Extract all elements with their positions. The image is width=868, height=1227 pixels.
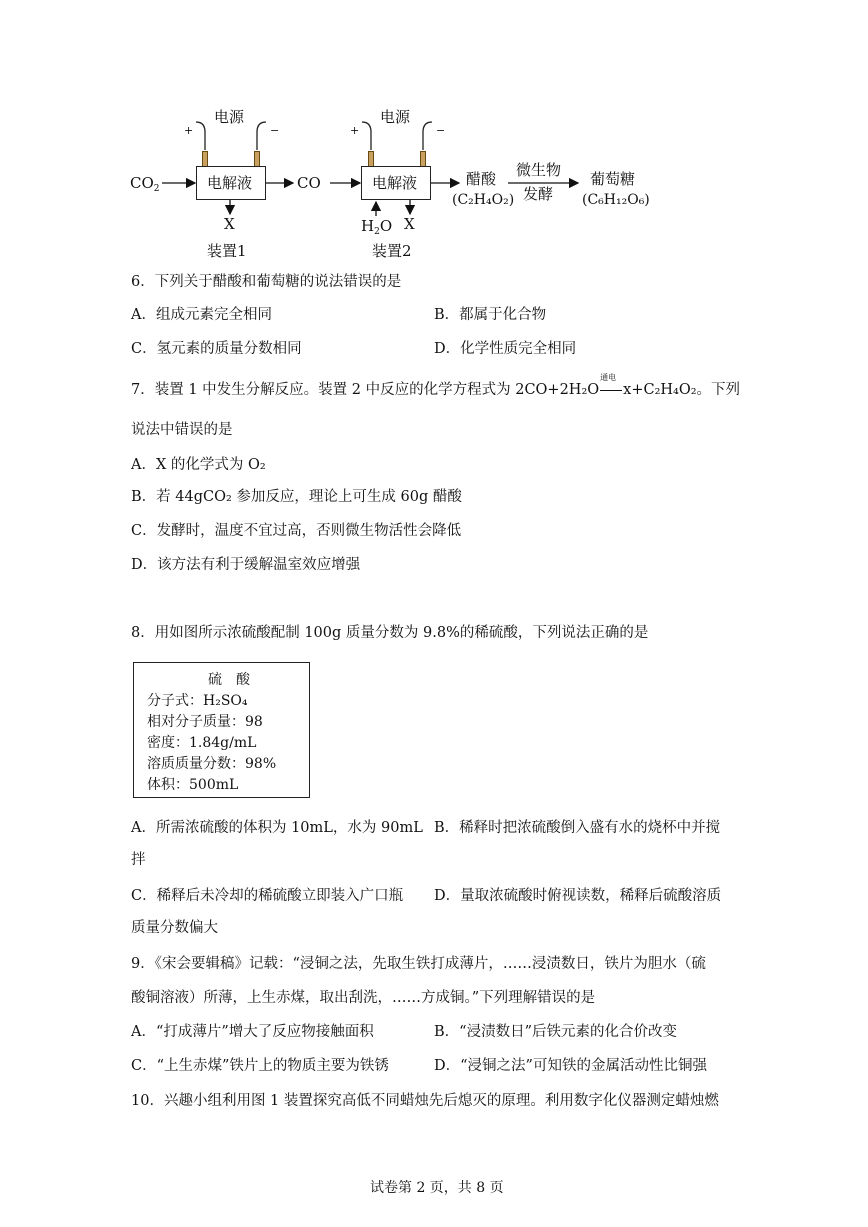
cell-label-2: 电解液 bbox=[372, 174, 418, 192]
co2-label: $CO_2$ bbox=[130, 174, 160, 194]
q10-stem-line1: 10．兴趣小组利用图 1 装置探究高低不同蜡烛先后熄灭的原理。利用数字化仪器测定蜡烛燃 bbox=[131, 1093, 719, 1109]
q9-option-c: C．“上生赤煤”铁片上的物质主要为铁锈 bbox=[131, 1058, 389, 1074]
diagram-lines bbox=[0, 0, 868, 270]
q6-option-c: C．氢元素的质量分数相同 bbox=[131, 341, 302, 357]
q7-option-c: C．发酵时，温度不宜过高，否则微生物活性会降低 bbox=[131, 523, 462, 539]
label-title: 硫 酸 bbox=[208, 672, 250, 688]
electrolysis-cell-1 bbox=[196, 166, 266, 200]
power-label-2: 电源 bbox=[380, 108, 411, 126]
label-volume: 体积：500mL bbox=[147, 777, 239, 793]
microbe-label: 微生物 bbox=[516, 161, 562, 179]
cell-label-1: 电解液 bbox=[207, 174, 253, 192]
electrode-icon bbox=[420, 151, 426, 167]
glucose-formula: (C₆H₁₂O₆) bbox=[582, 192, 650, 208]
q8-option-d: D．量取浓硫酸时俯视读数，稀释后硫酸溶质 bbox=[434, 888, 722, 904]
page-footer: 试卷第 2 页，共 8 页 bbox=[370, 1180, 504, 1196]
q9-stem-line2: 酸铜溶液）所薄，上生赤煤，取出刮洗，……方成铜。”下列理解错误的是 bbox=[131, 990, 596, 1006]
minus-sign-1: − bbox=[270, 124, 280, 137]
label-formula: 分子式：H₂SO₄ bbox=[147, 693, 248, 709]
q6-stem: 6．下列关于醋酸和葡萄糖的说法错误的是 bbox=[131, 274, 402, 290]
electrode-icon bbox=[202, 151, 208, 167]
label-mass-fraction: 溶质质量分数：98% bbox=[147, 756, 277, 772]
q9-stem-line1: 9．《宋会要辑稿》记载：“浸铜之法，先取生铁打成薄片，……浸渍数日，铁片为胆水（硫 bbox=[131, 956, 706, 972]
q7-option-a: A．X 的化学式为 O₂ bbox=[131, 457, 266, 473]
q8-stem: 8．用如图所示浓硫酸配制 100g 质量分数为 9.8%的稀硫酸，下列说法正确的是 bbox=[131, 625, 649, 641]
co-label: CO bbox=[297, 174, 321, 192]
q6-option-a: A．组成元素完全相同 bbox=[131, 307, 272, 323]
q8-option-c: C．稀释后未冷却的稀硫酸立即装入广口瓶 bbox=[131, 888, 404, 904]
electrolysis-cell-2 bbox=[361, 166, 431, 200]
minus-sign-2: − bbox=[436, 124, 446, 137]
label-density: 密度：1.84g/mL bbox=[147, 735, 257, 751]
q6-option-d: D．化学性质完全相同 bbox=[434, 341, 577, 357]
q6-option-b: B．都属于化合物 bbox=[434, 307, 547, 323]
acetic-acid-formula: (C₂H₄O₂) bbox=[452, 192, 515, 208]
x-output-2: X bbox=[404, 215, 415, 233]
electrode-icon bbox=[254, 151, 260, 167]
electrode-icon bbox=[368, 151, 374, 167]
q7-stem: 7．装置 1 中发生分解反应。装置 2 中反应的化学方程式为 2CO+2H₂O 通电 x+C₂H₄O₂。下列 bbox=[131, 373, 741, 398]
q9-option-a: A．“打成薄片”增大了反应物接触面积 bbox=[131, 1024, 374, 1040]
q7-option-d: D．该方法有利于缓解温室效应增强 bbox=[131, 557, 361, 573]
sulfuric-acid-label bbox=[133, 662, 310, 798]
power-label-1: 电源 bbox=[214, 108, 245, 126]
plus-sign-1: + bbox=[184, 124, 194, 137]
glucose-label: 葡萄糖 bbox=[590, 170, 636, 188]
acetic-acid-label: 醋酸 bbox=[466, 170, 497, 188]
q8-option-b: B．稀释时把浓硫酸倒入盛有水的烧杯中并搅 bbox=[434, 820, 721, 836]
h2o-label: $H_2O$ bbox=[361, 217, 393, 237]
x-output-1: X bbox=[224, 215, 235, 233]
q7-condition: 通电 bbox=[600, 373, 617, 382]
q7-option-b: B．若 44gCO₂ 参加反应，理论上可生成 60g 醋酸 bbox=[131, 489, 462, 505]
q9-option-b: B．“浸渍数日”后铁元素的化合价改变 bbox=[434, 1024, 677, 1040]
label-molar-mass: 相对分子质量：98 bbox=[147, 714, 263, 730]
q8-option-a: A．所需浓硫酸的体积为 10mL，水为 90mL bbox=[131, 820, 423, 836]
q9-option-d: D．“浸铜之法”可知铁的金属活动性比铜强 bbox=[434, 1058, 707, 1074]
device-label-1: 装置1 bbox=[207, 242, 247, 260]
q8-option-b-cont: 拌 bbox=[131, 852, 146, 868]
ferment-label: 发酵 bbox=[523, 185, 554, 203]
q8-option-d-cont: 质量分数偏大 bbox=[131, 920, 218, 936]
device-label-2: 装置2 bbox=[372, 242, 412, 260]
plus-sign-2: + bbox=[350, 124, 360, 137]
q7-stem-line2: 说法中错误的是 bbox=[131, 422, 233, 438]
